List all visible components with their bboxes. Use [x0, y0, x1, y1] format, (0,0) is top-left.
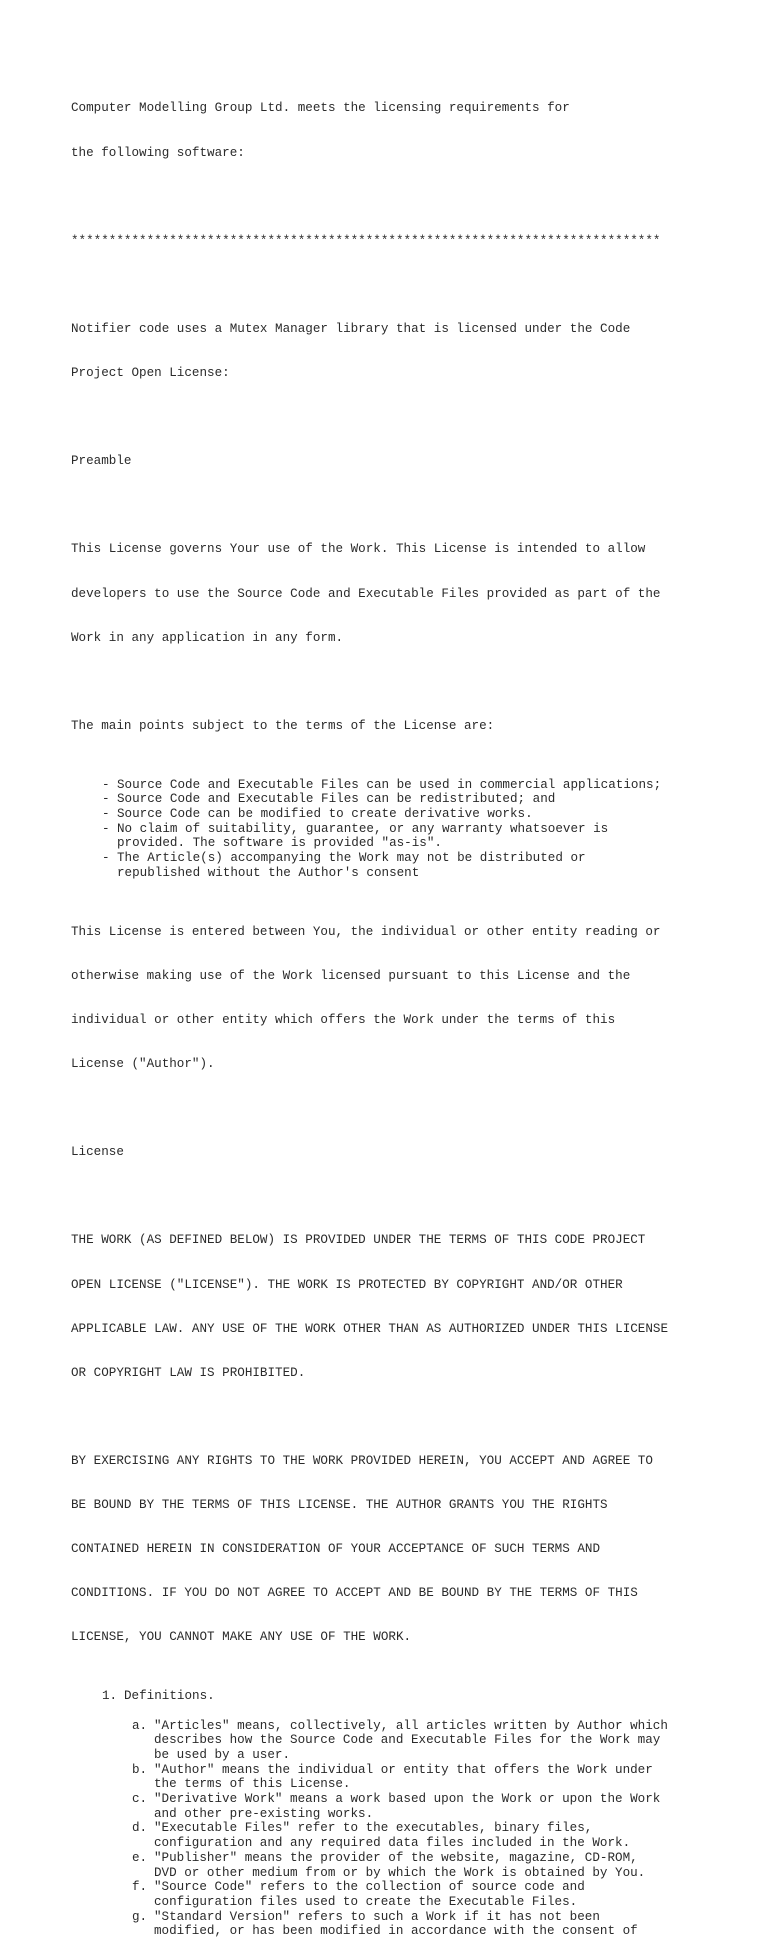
definition-text: describes how the Source Code and Executable Files for the Work may — [154, 1733, 661, 1748]
text-line: This License is entered between You, the individual or other entity reading or — [71, 924, 661, 939]
list-item — [102, 822, 721, 851]
text-line: Project Open License: — [71, 366, 230, 381]
bullet-dash: - — [102, 821, 110, 836]
definition-text: the terms of this License. — [154, 1777, 351, 1792]
asterisk-separator: ****************************************************************************** — [71, 233, 661, 248]
text-line: CONDITIONS. IF YOU DO NOT AGREE TO ACCEPT AND BE BOUND BY THE TERMS OF THIS — [71, 1586, 638, 1601]
entered-between-paragraph — [71, 895, 721, 1101]
definition-text: "Articles" means, collectively, all articles written by Author which — [154, 1718, 668, 1733]
definition-text: and other pre-existing works. — [154, 1806, 374, 1821]
definition-text: configuration and any required data files included in the Work. — [154, 1836, 631, 1851]
definition-item — [132, 1821, 721, 1850]
list-item — [102, 792, 721, 807]
list-item — [102, 851, 721, 880]
definition-marker: g. — [132, 1909, 148, 1924]
definitions-section — [71, 1689, 721, 1704]
definition-text: "Executable Files" refer to the executables, binary files, — [154, 1821, 593, 1836]
separator-line — [71, 204, 721, 278]
definition-item — [132, 1719, 721, 1763]
text-line: BY EXERCISING ANY RIGHTS TO THE WORK PROVIDED HEREIN, YOU ACCEPT AND AGREE TO — [71, 1453, 653, 1468]
text-line: the following software: — [71, 145, 245, 160]
license-paragraph-2 — [71, 1425, 721, 1675]
text-line: Computer Modelling Group Ltd. meets the licensing requirements for — [71, 101, 570, 116]
list-item-text: Source Code and Executable Files can be redistributed; and — [117, 792, 556, 807]
preamble-heading — [71, 425, 721, 499]
list-item-text: No claim of suitability, guarantee, or any warranty whatsoever is — [117, 821, 609, 836]
text-line: CONTAINED HEREIN IN CONSIDERATION OF YOUR ACCEPTANCE OF SUCH TERMS AND — [71, 1542, 601, 1557]
definition-marker: d. — [132, 1821, 148, 1836]
definition-item — [132, 1880, 721, 1909]
text-line: License ("Author"). — [71, 1057, 215, 1071]
intro-paragraph — [71, 72, 721, 190]
definition-text: modified, or has been modified in accordance with the consent of — [154, 1924, 638, 1939]
definition-marker: b. — [132, 1762, 148, 1777]
definition-marker: c. — [132, 1792, 148, 1807]
text-line: THE WORK (AS DEFINED BELOW) IS PROVIDED UNDER THE TERMS OF THIS CODE PROJECT — [71, 1233, 646, 1248]
definition-item — [132, 1763, 721, 1792]
definition-marker: e. — [132, 1850, 148, 1865]
definition-item — [132, 1792, 721, 1821]
definition-item — [132, 1851, 721, 1880]
list-item — [102, 778, 721, 793]
main-points-intro — [71, 689, 721, 763]
definition-text: configuration files used to create the Executable Files. — [154, 1895, 578, 1909]
definition-text: "Standard Version" refers to such a Work if it has not been — [154, 1909, 600, 1924]
bullet-dash: - — [102, 777, 110, 792]
text-line: APPLICABLE LAW. ANY USE OF THE WORK OTHER THAN AS AUTHORIZED UNDER THIS LICENSE — [71, 1321, 669, 1336]
definition-text: "Derivative Work" means a work based upon the Work or upon the Work — [154, 1792, 661, 1807]
text-line: LICENSE, YOU CANNOT MAKE ANY USE OF THE WORK. — [71, 1630, 412, 1645]
text-line: BE BOUND BY THE TERMS OF THIS LICENSE. THE AUTHOR GRANTS YOU THE RIGHTS — [71, 1498, 608, 1513]
license-heading — [71, 1116, 721, 1190]
license-paragraph-1 — [71, 1204, 721, 1410]
main-points-list — [71, 778, 721, 881]
section-number: 1. — [102, 1689, 118, 1704]
definition-text: DVD or other medium from or by which the Work is obtained by You. — [154, 1865, 646, 1880]
text-line: OR COPYRIGHT LAW IS PROHIBITED. — [71, 1365, 306, 1380]
definition-marker: a. — [132, 1718, 148, 1733]
text-line: The main points subject to the terms of the License are: — [71, 718, 495, 733]
list-item-text: provided. The software is provided "as-is". — [117, 836, 442, 851]
definitions-heading: Definitions. — [124, 1689, 215, 1704]
definition-item — [132, 1910, 721, 1939]
list-item — [102, 807, 721, 822]
definition-text: "Publisher" means the provider of the website, magazine, CD-ROM, — [154, 1850, 638, 1865]
list-item-text: The Article(s) accompanying the Work may not be distributed or — [117, 851, 586, 866]
text-line: otherwise making use of the Work licensed pursuant to this License and the — [71, 968, 631, 983]
text-line: Notifier code uses a Mutex Manager library that is licensed under the Code — [71, 321, 631, 336]
text-line: individual or other entity which offers the Work under the terms of this — [71, 1012, 616, 1027]
definition-text: be used by a user. — [154, 1747, 291, 1762]
text-line: Work in any application in any form. — [71, 630, 344, 645]
text-line: OPEN LICENSE ("LICENSE"). THE WORK IS PROTECTED BY COPYRIGHT AND/OR OTHER — [71, 1277, 623, 1292]
bullet-dash: - — [102, 792, 110, 807]
definition-text: "Source Code" refers to the collection of source code and — [154, 1880, 585, 1895]
section-heading: License — [71, 1145, 124, 1160]
list-item-text: Source Code and Executable Files can be used in commercial applications; — [117, 777, 662, 792]
definitions-list — [71, 1719, 721, 1940]
text-line: developers to use the Source Code and Executable Files provided as part of the — [71, 586, 661, 601]
list-item-text: republished without the Author's consent — [117, 865, 420, 880]
license-document — [71, 72, 721, 1954]
text-line: This License governs Your use of the Work. This License is intended to allow — [71, 542, 646, 557]
list-item-text: Source Code can be modified to create derivative works. — [117, 807, 533, 822]
section-heading: Preamble — [71, 454, 132, 469]
bullet-dash: - — [102, 807, 110, 822]
preamble-paragraph — [71, 513, 721, 675]
notifier-paragraph — [71, 293, 721, 411]
definition-text: "Author" means the individual or entity that offers the Work under — [154, 1762, 653, 1777]
definition-marker: f. — [132, 1880, 148, 1895]
bullet-dash: - — [102, 851, 110, 866]
